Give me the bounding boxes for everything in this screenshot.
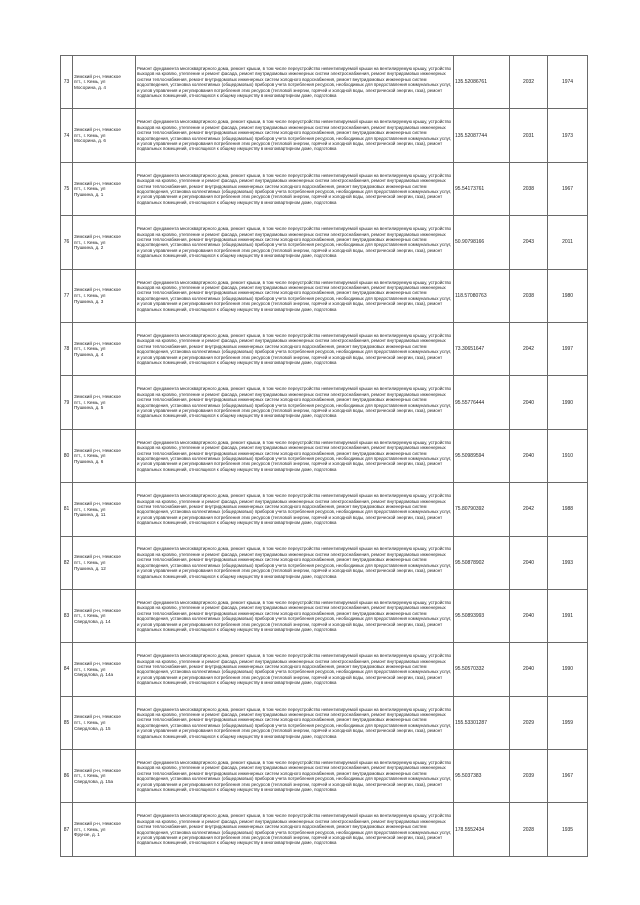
row-number: 85	[61, 696, 73, 749]
planned-year-cell: 2029	[510, 696, 548, 749]
table-row	[61, 109, 588, 162]
row-number: 80	[61, 429, 73, 482]
table-row	[61, 589, 588, 642]
address-cell: Земский р-н, Немское пгт., г. Кемь, ул Пушкина, д. 12	[73, 536, 136, 589]
works-description-cell: Ремонт фундамента многоквартирного дома, ремонт крыши, в том числе переустройство невентилируемой крыши на вентилируемую крышу, устройство выходов на кровлю, утепление и ремонт фасада, ремонт внутридомовых инженерных систем электроснабжения, ремонт внутридомовых инженерных систем теплоснабжения, ремонт внутридомовых инженерных систем холодного водоснабжения, ремонт внутридомовых инженерных систем водоотведения, установка коллективных (общедомовых) приборов учета потребления ресурсов, необходимых для предоставления коммунальных услуг, и узлов управления и регулирования потребления этих ресурсов (тепловой энергии, горячей и холодной воды, электрической энергии, газа), ремонт подвальных помещений, относящихся к общему имуществу в многоквартирном доме, подготовка	[136, 483, 454, 536]
built-year-cell: 1990	[548, 643, 588, 696]
built-year-cell: 1991	[548, 589, 588, 642]
cadastre-value-cell: 95.50989594	[454, 429, 510, 482]
cadastre-value-cell: 50.90798166	[454, 216, 510, 269]
table-row	[61, 216, 588, 269]
cadastre-value-cell: 155.53301287	[454, 696, 510, 749]
address-cell: Земский р-н, Немское пгт., г. Кемь, ул Пушкина, д. 5	[73, 376, 136, 429]
table-row	[61, 56, 588, 109]
address-cell: Земский р-н, Немское пгт., г. Кемь, ул Свердлова, д. 14а	[73, 643, 136, 696]
table-row	[61, 696, 588, 749]
cadastre-value-cell: 75.80790392	[454, 483, 510, 536]
built-year-cell: 2011	[548, 216, 588, 269]
row-number: 75	[61, 162, 73, 215]
cadastre-value-cell: 178.5552434	[454, 803, 510, 856]
works-description-cell: Ремонт фундамента многоквартирного дома, ремонт крыши, в том числе переустройство невентилируемой крыши на вентилируемую крышу, устройство выходов на кровлю, утепление и ремонт фасада, ремонт внутридомовых инженерных систем электроснабжения, ремонт внутридомовых инженерных систем теплоснабжения, ремонт внутридомовых инженерных систем холодного водоснабжения, ремонт внутридомовых инженерных систем водоотведения, установка коллективных (общедомовых) приборов учета потребления ресурсов, необходимых для предоставления коммунальных услуг, и узлов управления и регулирования потребления этих ресурсов (тепловой энергии, горячей и холодной воды, электрической энергии, газа), ремонт подвальных помещений, относящихся к общему имуществу в многоквартирном доме, подготовка	[136, 429, 454, 482]
address-cell: Земский р-н, Немское пгт., г. Кемь, ул Свердлова, д. 14	[73, 589, 136, 642]
works-description-cell: Ремонт фундамента многоквартирного дома, ремонт крыши, в том числе переустройство невентилируемой крыши на вентилируемую крышу, устройство выходов на кровлю, утепление и ремонт фасада, ремонт внутридомовых инженерных систем электроснабжения, ремонт внутридомовых инженерных систем теплоснабжения, ремонт внутридомовых инженерных систем холодного водоснабжения, ремонт внутридомовых инженерных систем водоотведения, установка коллективных (общедомовых) приборов учета потребления ресурсов, необходимых для предоставления коммунальных услуг, и узлов управления и регулирования потребления этих ресурсов (тепловой энергии, горячей и холодной воды, электрической энергии, газа), ремонт подвальных помещений, относящихся к общему имуществу в многоквартирном доме, подготовка	[136, 109, 454, 162]
planned-year-cell: 2039	[510, 750, 548, 803]
registry-body	[61, 56, 588, 857]
row-number: 81	[61, 483, 73, 536]
cadastre-value-cell: 135.52087744	[454, 109, 510, 162]
address-cell: Земский р-н, Немское пгт., г. Кемь, ул Пушкина, д. 4	[73, 322, 136, 375]
table-row	[61, 536, 588, 589]
address-cell: Земский р-н, Немское пгт., г. Кемь, ул Мосорина, д. 6	[73, 109, 136, 162]
planned-year-cell: 2042	[510, 483, 548, 536]
row-number: 78	[61, 322, 73, 375]
cadastre-value-cell: 95.5037383	[454, 750, 510, 803]
planned-year-cell: 2032	[510, 56, 548, 109]
address-cell: Земский р-н, Немское пгт., г. Кемь, ул Фрунзе, д. 1	[73, 803, 136, 856]
built-year-cell: 1967	[548, 750, 588, 803]
planned-year-cell: 2031	[510, 109, 548, 162]
built-year-cell: 1980	[548, 269, 588, 322]
works-description-cell: Ремонт фундамента многоквартирного дома, ремонт крыши, в том числе переустройство невентилируемой крыши на вентилируемую крышу, устройство выходов на кровлю, утепление и ремонт фасада, ремонт внутридомовых инженерных систем электроснабжения, ремонт внутридомовых инженерных систем теплоснабжения, ремонт внутридомовых инженерных систем холодного водоснабжения, ремонт внутридомовых инженерных систем водоотведения, установка коллективных (общедомовых) приборов учета потребления ресурсов, необходимых для предоставления коммунальных услуг, и узлов управления и регулирования потребления этих ресурсов (тепловой энергии, горячей и холодной воды, электрической энергии, газа), ремонт подвальных помещений, относящихся к общему имуществу в многоквартирном доме, подготовка	[136, 216, 454, 269]
works-description-cell: Ремонт фундамента многоквартирного дома, ремонт крыши, в том числе переустройство невентилируемой крыши на вентилируемую крышу, устройство выходов на кровлю, утепление и ремонт фасада, ремонт внутридомовых инженерных систем электроснабжения, ремонт внутридомовых инженерных систем теплоснабжения, ремонт внутридомовых инженерных систем холодного водоснабжения, ремонт внутридомовых инженерных систем водоотведения, установка коллективных (общедомовых) приборов учета потребления ресурсов, необходимых для предоставления коммунальных услуг, и узлов управления и регулирования потребления этих ресурсов (тепловой энергии, горячей и холодной воды, электрической энергии, газа), ремонт подвальных помещений, относящихся к общему имуществу в многоквартирном доме, подготовка	[136, 696, 454, 749]
table-row	[61, 429, 588, 482]
planned-year-cell: 2042	[510, 322, 548, 375]
built-year-cell: 1910	[548, 429, 588, 482]
row-number: 83	[61, 589, 73, 642]
table-row	[61, 162, 588, 215]
built-year-cell: 1959	[548, 696, 588, 749]
address-cell: Земский р-н, Немское пгт., г. Кемь, ул Пушкина, д. 11	[73, 483, 136, 536]
works-description-cell: Ремонт фундамента многоквартирного дома, ремонт крыши, в том числе переустройство невентилируемой крыши на вентилируемую крышу, устройство выходов на кровлю, утепление и ремонт фасада, ремонт внутридомовых инженерных систем электроснабжения, ремонт внутридомовых инженерных систем теплоснабжения, ремонт внутридомовых инженерных систем холодного водоснабжения, ремонт внутридомовых инженерных систем водоотведения, установка коллективных (общедомовых) приборов учета потребления ресурсов, необходимых для предоставления коммунальных услуг, и узлов управления и регулирования потребления этих ресурсов (тепловой энергии, горячей и холодной воды, электрической энергии, газа), ремонт подвальных помещений, относящихся к общему имуществу в многоквартирном доме, подготовка	[136, 56, 454, 109]
address-cell: Земский р-н, Немское пгт., г. Кемь, ул Мосорина, д. 4	[73, 56, 136, 109]
table-row	[61, 750, 588, 803]
address-cell: Земский р-н, Немское пгт., г. Кемь, ул Свердлова, д. 15а	[73, 750, 136, 803]
works-description-cell: Ремонт фундамента многоквартирного дома, ремонт крыши, в том числе переустройство невентилируемой крыши на вентилируемую крышу, устройство выходов на кровлю, утепление и ремонт фасада, ремонт внутридомовых инженерных систем электроснабжения, ремонт внутридомовых инженерных систем теплоснабжения, ремонт внутридомовых инженерных систем холодного водоснабжения, ремонт внутридомовых инженерных систем водоотведения, установка коллективных (общедомовых) приборов учета потребления ресурсов, необходимых для предоставления коммунальных услуг, и узлов управления и регулирования потребления этих ресурсов (тепловой энергии, горячей и холодной воды, электрической энергии, газа), ремонт подвальных помещений, относящихся к общему имуществу в многоквартирном доме, подготовка	[136, 643, 454, 696]
planned-year-cell: 2038	[510, 269, 548, 322]
table-row	[61, 376, 588, 429]
row-number: 77	[61, 269, 73, 322]
address-cell: Земский р-н, Немское пгт., г. Кемь, ул Пушкина, д. 1	[73, 162, 136, 215]
built-year-cell: 1973	[548, 109, 588, 162]
built-year-cell: 1997	[548, 322, 588, 375]
built-year-cell: 1974	[548, 56, 588, 109]
works-description-cell: Ремонт фундамента многоквартирного дома, ремонт крыши, в том числе переустройство невентилируемой крыши на вентилируемую крышу, устройство выходов на кровлю, утепление и ремонт фасада, ремонт внутридомовых инженерных систем электроснабжения, ремонт внутридомовых инженерных систем теплоснабжения, ремонт внутридомовых инженерных систем холодного водоснабжения, ремонт внутридомовых инженерных систем водоотведения, установка коллективных (общедомовых) приборов учета потребления ресурсов, необходимых для предоставления коммунальных услуг, и узлов управления и регулирования потребления этих ресурсов (тепловой энергии, горячей и холодной воды, электрической энергии, газа), ремонт подвальных помещений, относящихся к общему имуществу в многоквартирном доме, подготовка	[136, 803, 454, 856]
address-cell: Земский р-н, Немское пгт., г. Кемь, ул Пушкина, д. 3	[73, 269, 136, 322]
built-year-cell: 1935	[548, 803, 588, 856]
cadastre-value-cell: 95.50570332	[454, 643, 510, 696]
cadastre-value-cell: 73.30651647	[454, 322, 510, 375]
row-number: 84	[61, 643, 73, 696]
works-description-cell: Ремонт фундамента многоквартирного дома, ремонт крыши, в том числе переустройство невентилируемой крыши на вентилируемую крышу, устройство выходов на кровлю, утепление и ремонт фасада, ремонт внутридомовых инженерных систем электроснабжения, ремонт внутридомовых инженерных систем теплоснабжения, ремонт внутридомовых инженерных систем холодного водоснабжения, ремонт внутридомовых инженерных систем водоотведения, установка коллективных (общедомовых) приборов учета потребления ресурсов, необходимых для предоставления коммунальных услуг, и узлов управления и регулирования потребления этих ресурсов (тепловой энергии, горячей и холодной воды, электрической энергии, газа), ремонт подвальных помещений, относящихся к общему имуществу в многоквартирном доме, подготовка	[136, 269, 454, 322]
row-number: 73	[61, 56, 73, 109]
housing-registry-table	[60, 55, 588, 857]
row-number: 87	[61, 803, 73, 856]
table-row	[61, 643, 588, 696]
address-cell: Земский р-н, Немское пгт., г. Кемь, ул Свердлова, д. 15	[73, 696, 136, 749]
table-row	[61, 269, 588, 322]
built-year-cell: 1990	[548, 376, 588, 429]
cadastre-value-cell: 95.55776444	[454, 376, 510, 429]
works-description-cell: Ремонт фундамента многоквартирного дома, ремонт крыши, в том числе переустройство невентилируемой крыши на вентилируемую крышу, устройство выходов на кровлю, утепление и ремонт фасада, ремонт внутридомовых инженерных систем электроснабжения, ремонт внутридомовых инженерных систем теплоснабжения, ремонт внутридомовых инженерных систем холодного водоснабжения, ремонт внутридомовых инженерных систем водоотведения, установка коллективных (общедомовых) приборов учета потребления ресурсов, необходимых для предоставления коммунальных услуг, и узлов управления и регулирования потребления этих ресурсов (тепловой энергии, горячей и холодной воды, электрической энергии, газа), ремонт подвальных помещений, относящихся к общему имуществу в многоквартирном доме, подготовка	[136, 162, 454, 215]
row-number: 76	[61, 216, 73, 269]
row-number: 79	[61, 376, 73, 429]
cadastre-value-cell: 95.54173761	[454, 162, 510, 215]
cadastre-value-cell: 118.57080763	[454, 269, 510, 322]
cadastre-value-cell: 95.50893993	[454, 589, 510, 642]
planned-year-cell: 2040	[510, 589, 548, 642]
planned-year-cell: 2028	[510, 803, 548, 856]
works-description-cell: Ремонт фундамента многоквартирного дома, ремонт крыши, в том числе переустройство невентилируемой крыши на вентилируемую крышу, устройство выходов на кровлю, утепление и ремонт фасада, ремонт внутридомовых инженерных систем электроснабжения, ремонт внутридомовых инженерных систем теплоснабжения, ремонт внутридомовых инженерных систем холодного водоснабжения, ремонт внутридомовых инженерных систем водоотведения, установка коллективных (общедомовых) приборов учета потребления ресурсов, необходимых для предоставления коммунальных услуг, и узлов управления и регулирования потребления этих ресурсов (тепловой энергии, горячей и холодной воды, электрической энергии, газа), ремонт подвальных помещений, относящихся к общему имуществу в многоквартирном доме, подготовка	[136, 322, 454, 375]
row-number: 86	[61, 750, 73, 803]
row-number: 74	[61, 109, 73, 162]
planned-year-cell: 2040	[510, 376, 548, 429]
planned-year-cell: 2040	[510, 536, 548, 589]
row-number: 82	[61, 536, 73, 589]
table-row	[61, 322, 588, 375]
address-cell: Земский р-н, Немское пгт., г. Кемь, ул Пушкина, д. 6	[73, 429, 136, 482]
planned-year-cell: 2040	[510, 429, 548, 482]
planned-year-cell: 2038	[510, 162, 548, 215]
cadastre-value-cell: 95.50878902	[454, 536, 510, 589]
planned-year-cell: 2040	[510, 643, 548, 696]
works-description-cell: Ремонт фундамента многоквартирного дома, ремонт крыши, в том числе переустройство невентилируемой крыши на вентилируемую крышу, устройство выходов на кровлю, утепление и ремонт фасада, ремонт внутридомовых инженерных систем электроснабжения, ремонт внутридомовых инженерных систем теплоснабжения, ремонт внутридомовых инженерных систем холодного водоснабжения, ремонт внутридомовых инженерных систем водоотведения, установка коллективных (общедомовых) приборов учета потребления ресурсов, необходимых для предоставления коммунальных услуг, и узлов управления и регулирования потребления этих ресурсов (тепловой энергии, горячей и холодной воды, электрической энергии, газа), ремонт подвальных помещений, относящихся к общему имуществу в многоквартирном доме, подготовка	[136, 376, 454, 429]
built-year-cell: 1967	[548, 162, 588, 215]
planned-year-cell: 2043	[510, 216, 548, 269]
built-year-cell: 1993	[548, 536, 588, 589]
table-row	[61, 803, 588, 856]
works-description-cell: Ремонт фундамента многоквартирного дома, ремонт крыши, в том числе переустройство невентилируемой крыши на вентилируемую крышу, устройство выходов на кровлю, утепление и ремонт фасада, ремонт внутридомовых инженерных систем электроснабжения, ремонт внутридомовых инженерных систем теплоснабжения, ремонт внутридомовых инженерных систем холодного водоснабжения, ремонт внутридомовых инженерных систем водоотведения, установка коллективных (общедомовых) приборов учета потребления ресурсов, необходимых для предоставления коммунальных услуг, и узлов управления и регулирования потребления этих ресурсов (тепловой энергии, горячей и холодной воды, электрической энергии, газа), ремонт подвальных помещений, относящихся к общему имуществу в многоквартирном доме, подготовка	[136, 750, 454, 803]
address-cell: Земский р-н, Немское пгт., г. Кемь, ул Пушкина, д. 2	[73, 216, 136, 269]
built-year-cell: 1988	[548, 483, 588, 536]
table-row	[61, 483, 588, 536]
cadastre-value-cell: 135.52086761	[454, 56, 510, 109]
works-description-cell: Ремонт фундамента многоквартирного дома, ремонт крыши, в том числе переустройство невентилируемой крыши на вентилируемую крышу, устройство выходов на кровлю, утепление и ремонт фасада, ремонт внутридомовых инженерных систем электроснабжения, ремонт внутридомовых инженерных систем теплоснабжения, ремонт внутридомовых инженерных систем холодного водоснабжения, ремонт внутридомовых инженерных систем водоотведения, установка коллективных (общедомовых) приборов учета потребления ресурсов, необходимых для предоставления коммунальных услуг, и узлов управления и регулирования потребления этих ресурсов (тепловой энергии, горячей и холодной воды, электрической энергии, газа), ремонт подвальных помещений, относящихся к общему имуществу в многоквартирном доме, подготовка	[136, 589, 454, 642]
works-description-cell: Ремонт фундамента многоквартирного дома, ремонт крыши, в том числе переустройство невентилируемой крыши на вентилируемую крышу, устройство выходов на кровлю, утепление и ремонт фасада, ремонт внутридомовых инженерных систем электроснабжения, ремонт внутридомовых инженерных систем теплоснабжения, ремонт внутридомовых инженерных систем холодного водоснабжения, ремонт внутридомовых инженерных систем водоотведения, установка коллективных (общедомовых) приборов учета потребления ресурсов, необходимых для предоставления коммунальных услуг, и узлов управления и регулирования потребления этих ресурсов (тепловой энергии, горячей и холодной воды, электрической энергии, газа), ремонт подвальных помещений, относящихся к общему имуществу в многоквартирном доме, подготовка	[136, 536, 454, 589]
